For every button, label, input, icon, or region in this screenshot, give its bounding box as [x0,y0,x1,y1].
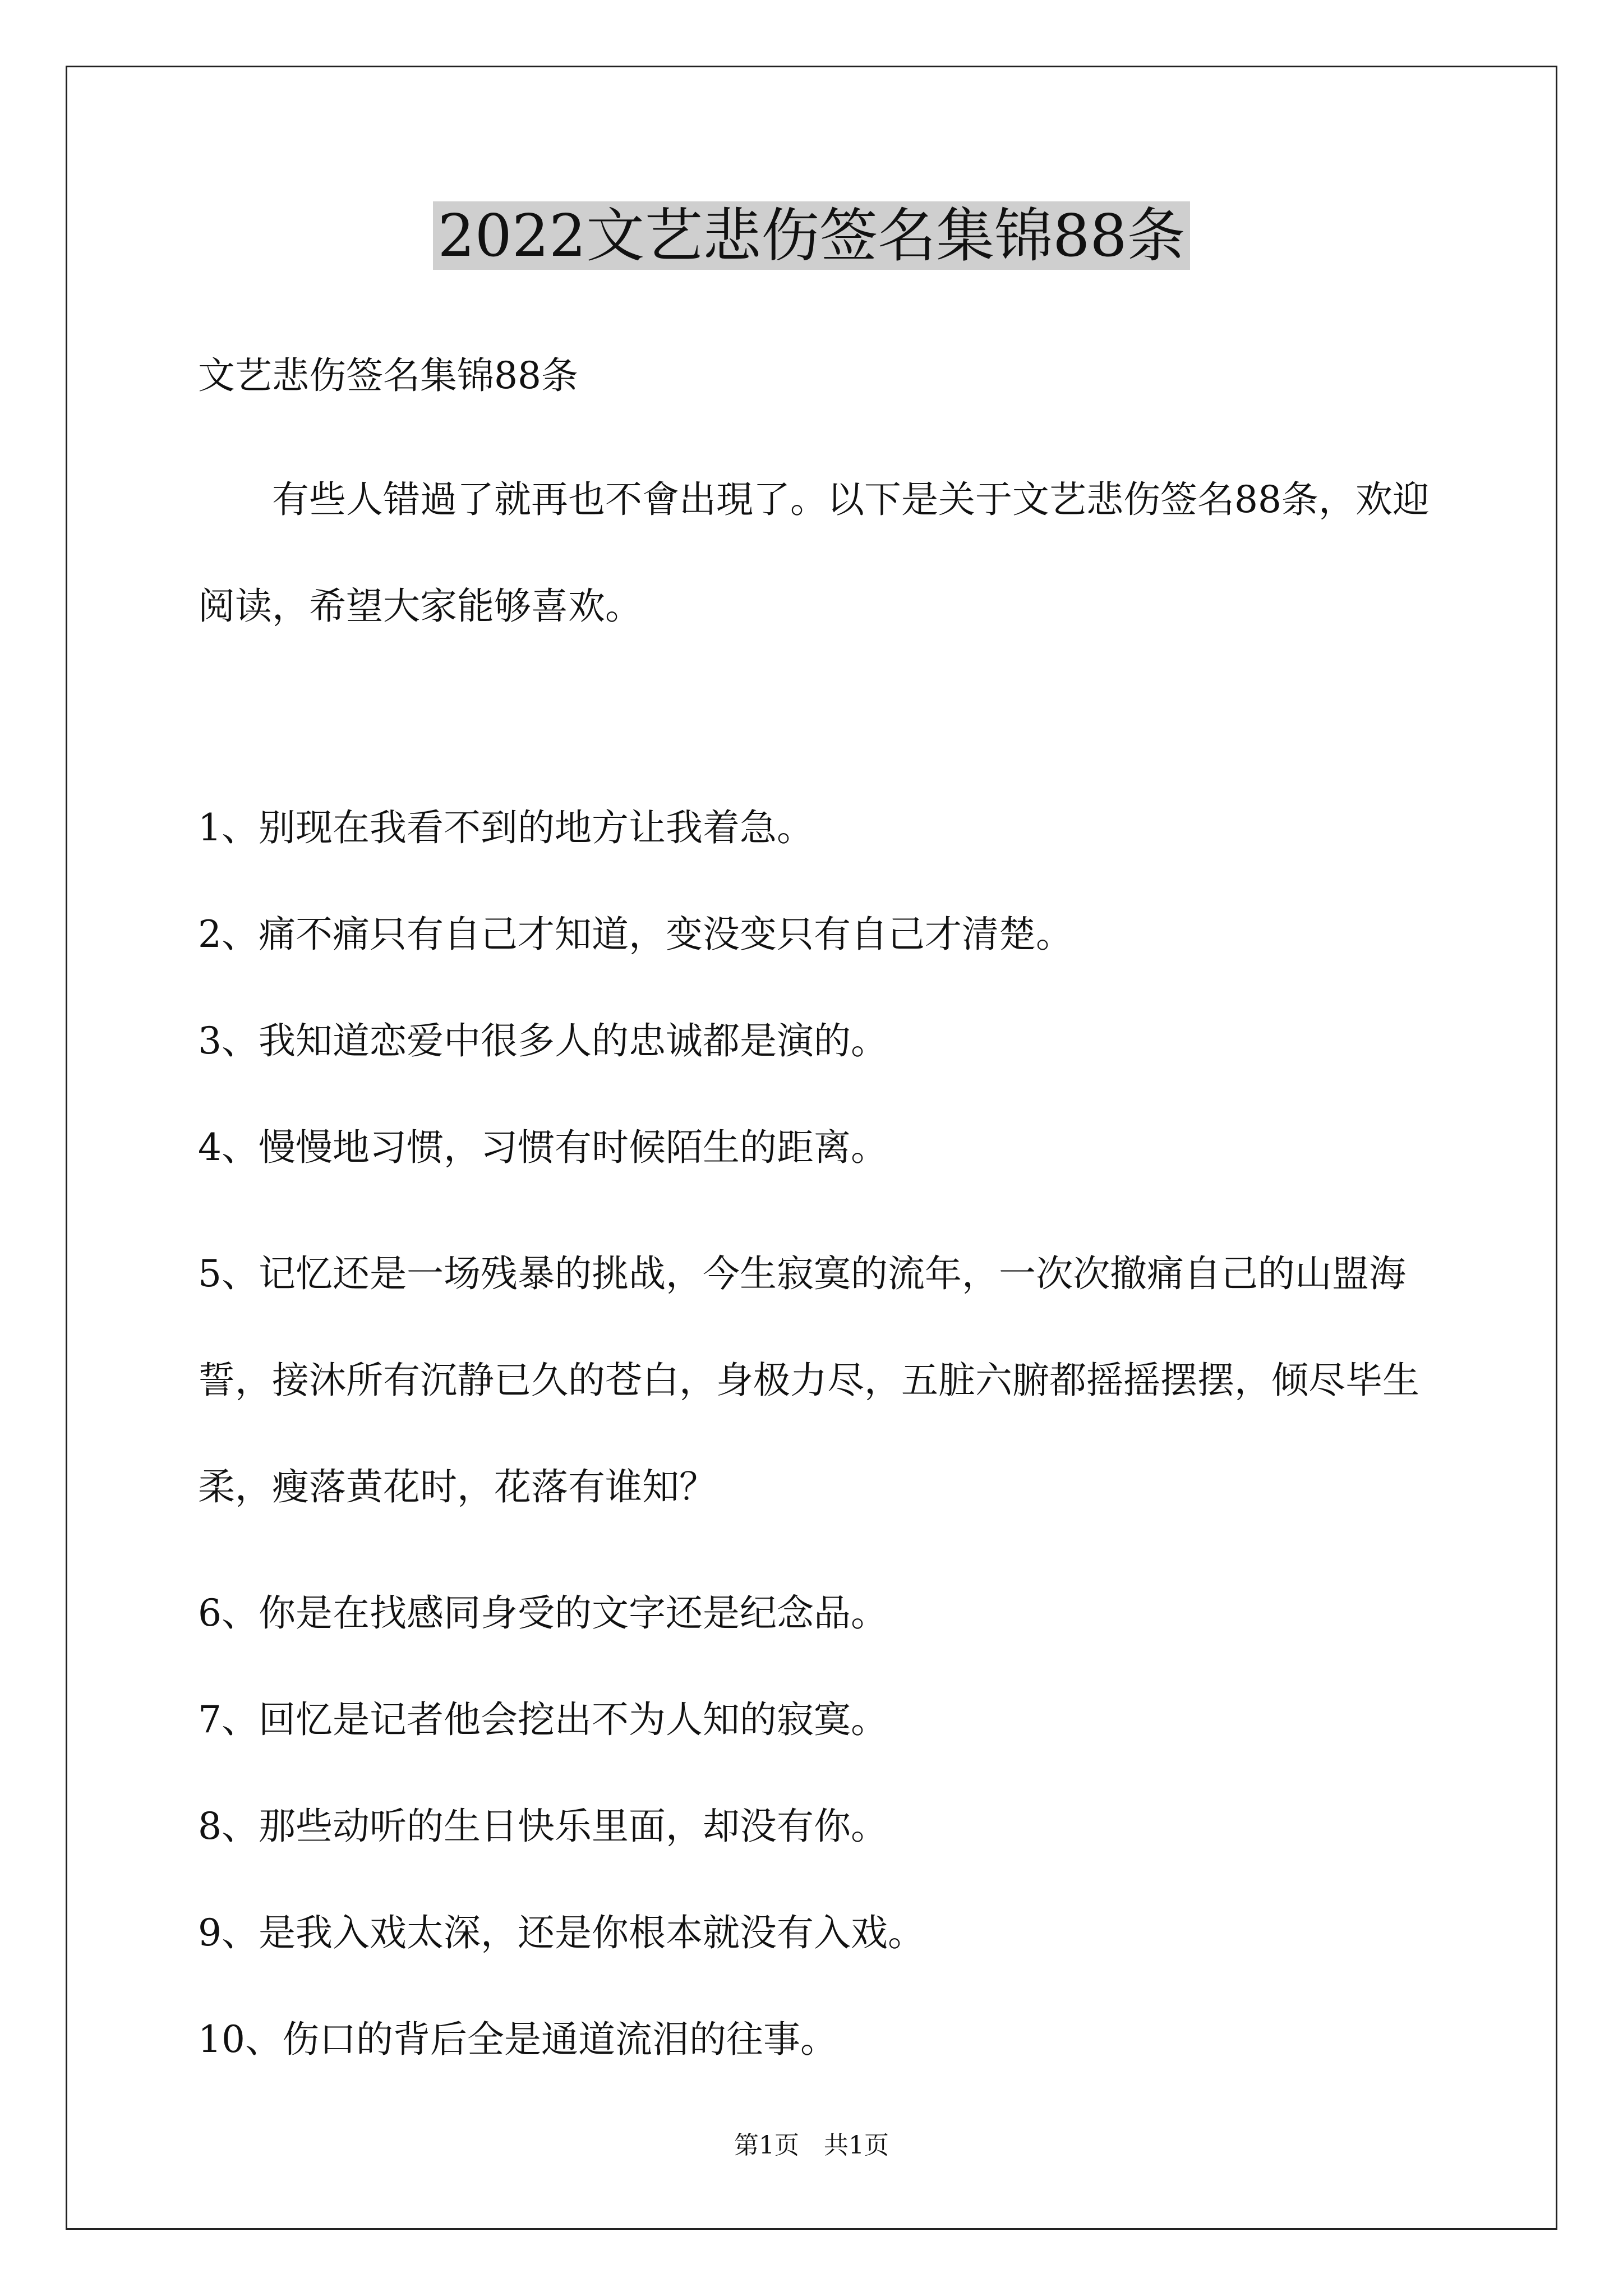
page-total: 共1页 [824,2131,889,2160]
document-title [0,196,1623,275]
list-item: 7、回忆是记者他会挖出不为人知的寂寞。 [198,1698,888,1741]
list-item: 2、痛不痛只有自己才知道，变没变只有自己才清楚。 [198,913,1073,956]
list-item: 6、你是在找感同身受的文字还是纪念品。 [198,1591,888,1635]
list-item: 3、我知道恋爱中很多人的忠诚都是演的。 [198,1019,888,1062]
list-item: 8、那些动听的生日快乐里面，却没有你。 [198,1805,888,1848]
list-item: 10、伤口的背后全是通道流泪的往事。 [198,2018,837,2061]
document-subtitle: 文艺悲伤签名集锦88条 [198,354,578,397]
spacer [198,660,1454,794]
document-body [198,342,1454,2113]
list-item: 4、慢慢地习惯，习惯有时候陌生的距离。 [198,1126,888,1169]
page-footer [0,2129,1623,2162]
list-item: 5、记忆还是一场残暴的挑战，今生寂寞的流年，一次次撤痛自己的山盟海誓，接沐所有沉静已久的苍白，身极力尽，五脏六腑都摇摇摆摆，倾尽毕生柔，瘦落黄花时，花落有谁知？ [198,1252,1419,1508]
page-number: 第1页 [734,2131,799,2160]
intro-paragraph: 有些人错過了就再也不會出現了。以下是关于文艺悲伤签名88条，欢迎阅读，希望大家能够喜欢。 [198,478,1430,628]
list-item: 9、是我入戏太深，还是你根本就没有入戏。 [198,1911,925,1954]
document-title-text: 2022文艺悲伤签名集锦88条 [433,201,1189,270]
list-item: 1、别现在我看不到的地方让我着急。 [198,806,814,849]
